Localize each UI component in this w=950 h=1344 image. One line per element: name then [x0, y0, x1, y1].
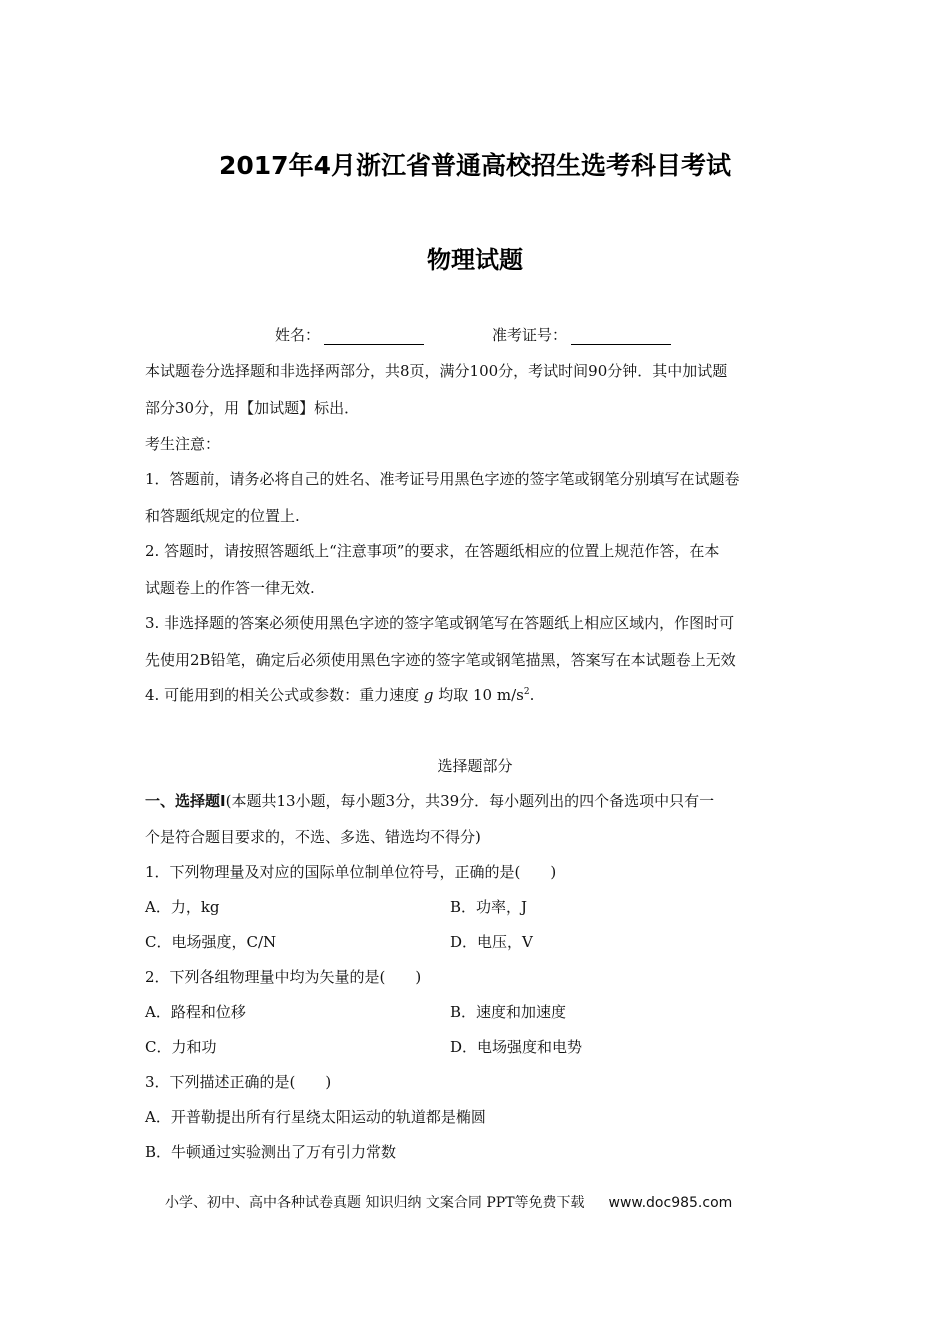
id-label: 准考证号：	[492, 326, 568, 344]
footer-text: 小学、初中、高中各种试卷真题 知识归纳 文案合同 PPT等免费下载	[165, 1195, 585, 1211]
question-1-option-a: A．力，kg	[145, 898, 220, 916]
note-4-text: 4. 可能用到的相关公式或参数：重力速度	[145, 686, 424, 704]
page-footer	[165, 1192, 732, 1212]
question-2-stem: 2．下列各组物理量中均为矢量的是( )	[145, 968, 422, 986]
note-1b: 和答题纸规定的位置上.	[145, 507, 300, 525]
note-4-symbol: g	[423, 686, 434, 704]
question-1-option-d: D．电压，V	[450, 933, 533, 951]
question-2-option-a: A．路程和位移	[145, 1003, 246, 1021]
note-4-end: .	[529, 686, 535, 704]
question-3-stem: 3．下列描述正确的是( )	[145, 1073, 332, 1091]
notes-heading: 考生注意：	[145, 435, 221, 453]
part-label: 一、选择题Ⅰ	[145, 792, 226, 810]
exam-subtitle: 物理试题	[427, 246, 523, 274]
question-1-option-c: C．电场强度，C/N	[145, 933, 277, 951]
footer-url[interactable]: www.doc985.com	[608, 1195, 733, 1211]
name-label: 姓名：	[275, 326, 321, 344]
name-blank	[324, 328, 424, 345]
question-3-option-a: A．开普勒提出所有行星绕太阳运动的轨道都是椭圆	[145, 1108, 486, 1126]
question-2-option-b: B．速度和加速度	[450, 1003, 567, 1021]
section-title: 选择题部分	[437, 757, 513, 775]
note-1a: 1．答题前，请务必将自己的姓名、准考证号用黑色字迹的签字笔或钢笔分别填写在试题卷	[145, 470, 740, 488]
note-3a: 3. 非选择题的答案必须使用黑色字迹的签字笔或钢笔写在答题纸上相应区域内，作图时可	[145, 614, 735, 632]
question-3-option-b: B．牛顿通过实验测出了万有引力常数	[145, 1143, 397, 1161]
note-4	[145, 684, 534, 705]
part-desc: (本题共13小题，每小题3分，共39分．每小题列出的四个备选项中只有一	[225, 792, 715, 810]
note-4-exponent: 2	[523, 687, 530, 697]
note-3b: 先使用2B铅笔，确定后必须使用黑色字迹的签字笔或钢笔描黑，答案写在本试题卷上无效	[145, 651, 736, 669]
part-heading	[145, 790, 714, 811]
intro-line-1: 本试题卷分选择题和非选择两部分，共8页，满分100分，考试时间90分钟．其中加试题	[145, 362, 728, 380]
intro-text-end: 标出．	[314, 399, 360, 417]
note-4-value: 均取 10 m/s	[433, 686, 524, 704]
name-field	[275, 324, 424, 345]
intro-text: 部分30分，用	[145, 399, 240, 417]
id-blank	[571, 328, 671, 345]
part-desc-cont: 个是符合题目要求的，不选、多选、错选均不得分)	[145, 828, 481, 846]
question-1-option-b: B．功率，J	[450, 898, 528, 916]
intro-line-2	[145, 397, 359, 418]
question-2-option-c: C．力和功	[145, 1038, 217, 1056]
exam-title: 2017年4月浙江省普通高校招生选考科目考试	[219, 151, 731, 180]
question-1-stem: 1．下列物理量及对应的国际单位制单位符号，正确的是( )	[145, 863, 557, 881]
note-2b: 试题卷上的作答一律无效.	[145, 579, 315, 597]
id-field	[492, 324, 671, 345]
question-2-option-d: D．电场强度和电势	[450, 1038, 583, 1056]
note-2a: 2. 答题时，请按照答题纸上“注意事项”的要求，在答题纸相应的位置上规范作答，在本	[145, 542, 720, 560]
intro-marker: 【加试题】	[239, 399, 315, 417]
